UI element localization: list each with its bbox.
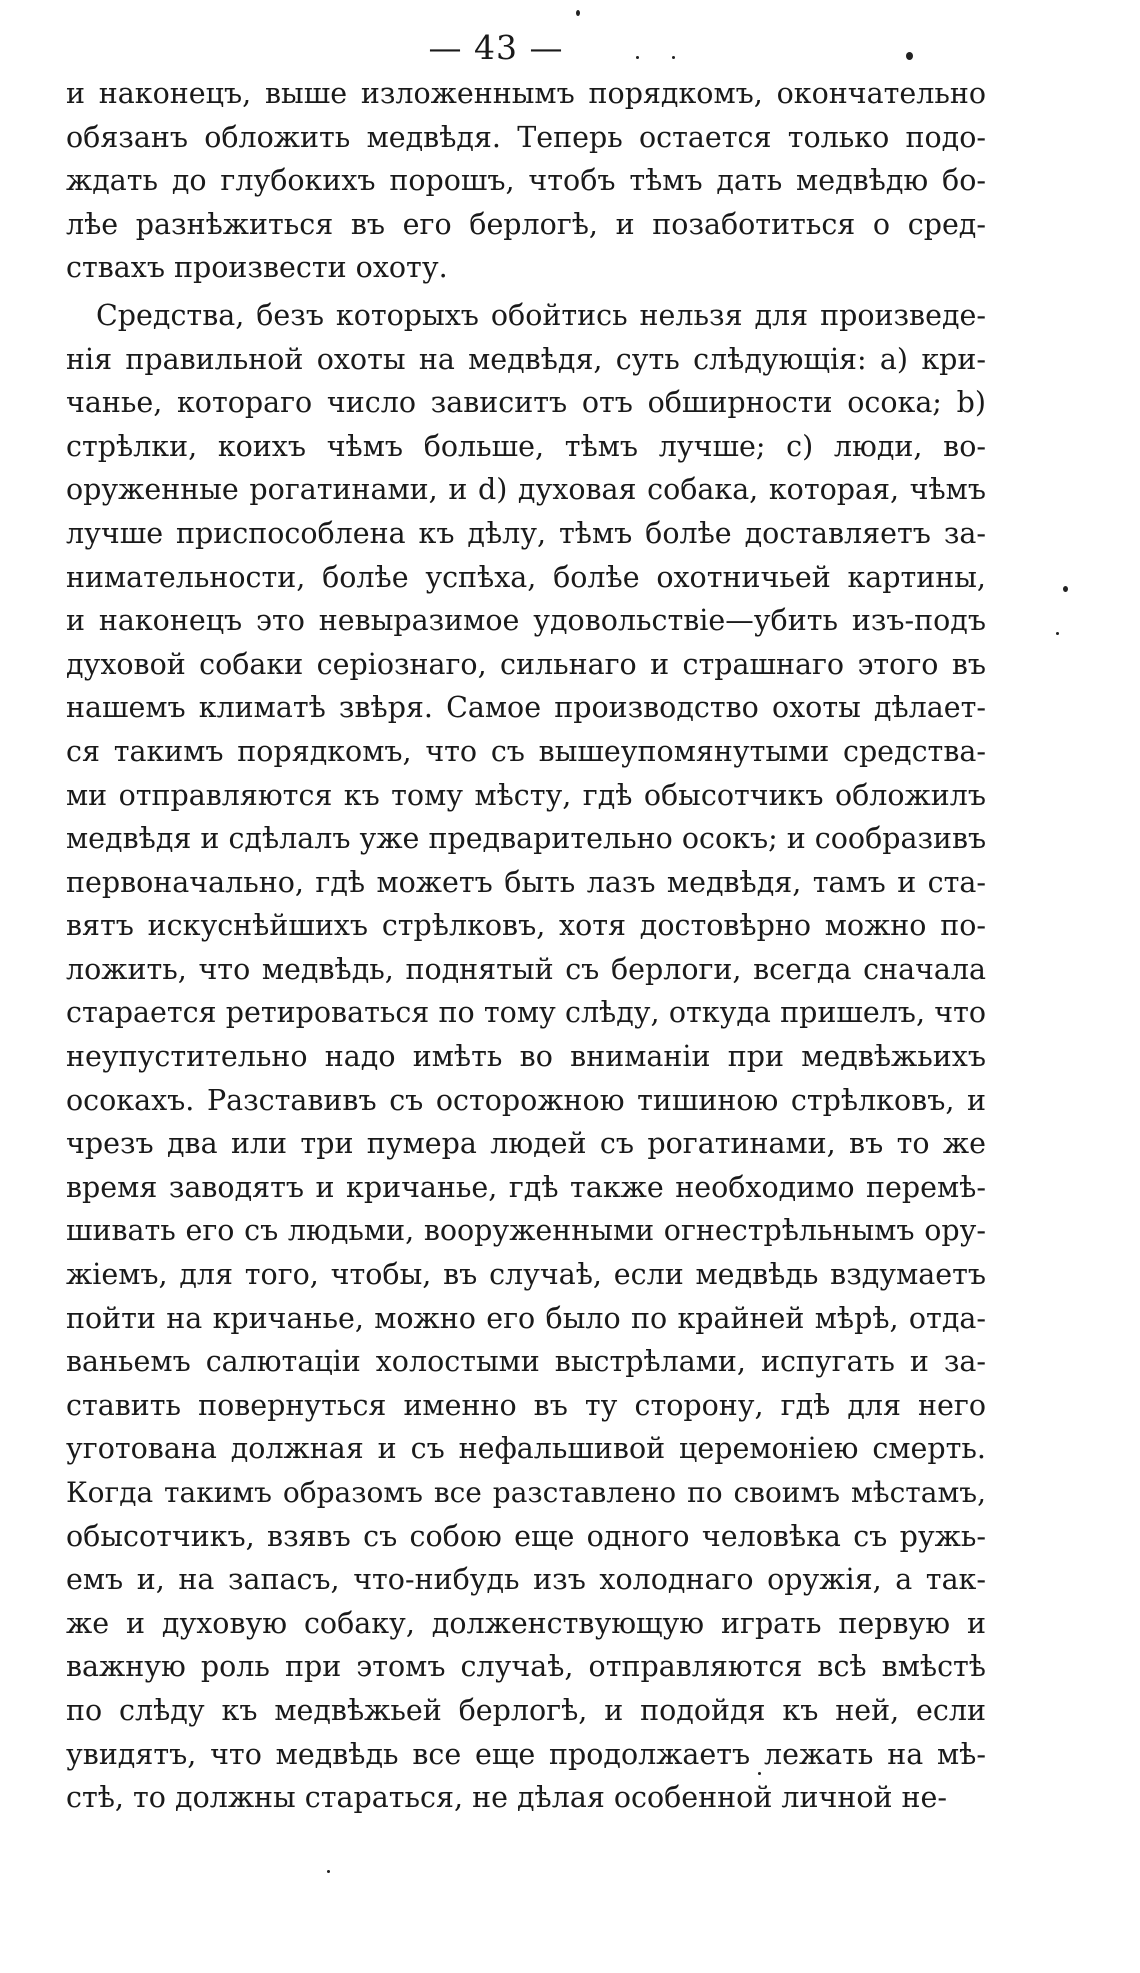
text-line: оруженные рогатинами, и d) духовая собака, которая, чѣмъ <box>66 473 986 507</box>
text-line: шивать его съ людьми, вооруженными огнестрѣльнымъ ору- <box>66 1214 986 1248</box>
scan-speck <box>758 1772 761 1775</box>
text-line: же и духовую собаку, долженствующую играть первую и <box>66 1606 986 1640</box>
text-line: чанье, котораго число зависитъ отъ обширности осока; b) <box>66 386 986 420</box>
text-line: время заводятъ и кричанье, гдѣ также необходимо перемѣ- <box>66 1170 986 1204</box>
scan-speck <box>1063 586 1068 592</box>
text-line: жіемъ, для того, чтобы, въ случаѣ, если медвѣдь вздумаетъ <box>66 1258 986 1292</box>
book-page <box>66 26 986 1926</box>
scan-speck <box>1056 632 1059 635</box>
text-line: ми отправляются къ тому мѣсту, гдѣ обысотчикъ обложилъ <box>66 778 986 812</box>
text-line: ждать до глубокихъ порошъ, чтобъ тѣмъ дать медвѣдю бо- <box>66 164 986 198</box>
text-line: ложить, что медвѣдь, поднятый съ берлоги, всегда сначала <box>66 952 986 986</box>
scan-speck <box>636 56 639 59</box>
text-line: нія правильной охоты на медвѣдя, суть слѣдующія: а) кри- <box>66 342 986 376</box>
text-line: обысотчикъ, взявъ съ собою еще одного человѣка съ ружь- <box>66 1519 986 1553</box>
scan-speck <box>906 52 913 60</box>
text-line: уготована должная и съ нефальшивой церемоніею смерть. <box>66 1432 986 1466</box>
text-line: нимательности, болѣе успѣха, болѣе охотничьей картины, <box>66 560 986 594</box>
text-line: первоначально, гдѣ можетъ быть лазъ медвѣдя, тамъ и ста- <box>66 865 986 899</box>
text-line: ваньемъ салютаціи холостыми выстрѣлами, испугать и за- <box>66 1345 986 1379</box>
text-line: старается ретироваться по тому слѣду, откуда пришелъ, что <box>66 996 986 1030</box>
body-text <box>66 72 986 1820</box>
text-line: лучше приспособлена къ дѣлу, тѣмъ болѣе доставляетъ за- <box>66 516 986 550</box>
text-line: стѣ, то должны стараться, не дѣлая особенной личной не- <box>66 1781 948 1815</box>
text-line: и наконецъ, выше изложеннымъ порядкомъ, окончательно <box>66 77 986 110</box>
text-line: ся такимъ порядкомъ, что съ вышеупомянутыми средства- <box>66 734 986 768</box>
text-line: важную роль при этомъ случаѣ, отправляются всѣ вмѣстѣ <box>66 1650 986 1684</box>
text-line: осокахъ. Разставивъ съ осторожною тишиною стрѣлковъ, и <box>66 1083 986 1117</box>
text-line: ствахъ произвести охоту. <box>66 251 448 285</box>
text-line: духовой собаки серіознаго, сильнаго и страшнаго этого въ <box>66 647 986 681</box>
text-line: чрезъ два или три пумера людей съ рогатинами, въ то же <box>66 1127 986 1161</box>
text-line: и наконецъ это невыразимое удовольствіе—убить изъ-подъ <box>66 604 986 638</box>
scan-speck <box>327 1870 330 1873</box>
text-line: лѣе разнѣжиться въ его берлогѣ, и позаботиться о сред- <box>66 207 986 241</box>
text-line: неупустительно надо имѣть во вниманіи при медвѣжьихъ <box>66 1040 986 1074</box>
text-line: нашемъ климатѣ звѣря. Самое производство охоты дѣлает- <box>66 691 986 725</box>
scan-speck <box>672 56 675 59</box>
text-line: обязанъ обложить медвѣдя. Теперь остается только подо- <box>66 120 986 154</box>
text-line: вятъ искуснѣйшихъ стрѣлковъ, хотя достовѣрно можно по- <box>66 909 986 943</box>
text-line: пойти на кричанье, можно его было по крайней мѣрѣ, отда- <box>66 1301 986 1335</box>
text-line: медвѣдя и сдѣлалъ уже предварительно осокъ; и сообразивъ <box>66 822 987 856</box>
text-line: ставить повернуться именно въ ту сторону, гдѣ для него <box>66 1388 986 1422</box>
text-line: стрѣлки, коихъ чѣмъ больше, тѣмъ лучше; c) люди, во- <box>66 429 986 463</box>
text-line: Средства, безъ которыхъ обойтись нельзя для произведе- <box>96 298 986 332</box>
text-line: Когда такимъ образомъ все разставлено по своимъ мѣстамъ, <box>66 1476 986 1509</box>
scan-speck <box>576 10 580 16</box>
text-line: емъ и, на запасъ, что-нибудь изъ холоднаго оружія, а так- <box>66 1563 986 1597</box>
text-line: увидятъ, что медвѣдь все еще продолжаетъ лежать на мѣ- <box>66 1737 986 1771</box>
text-line: по слѣду къ медвѣжьей берлогѣ, и подойдя къ ней, если <box>66 1693 986 1727</box>
page-number: — 43 — <box>428 28 564 67</box>
